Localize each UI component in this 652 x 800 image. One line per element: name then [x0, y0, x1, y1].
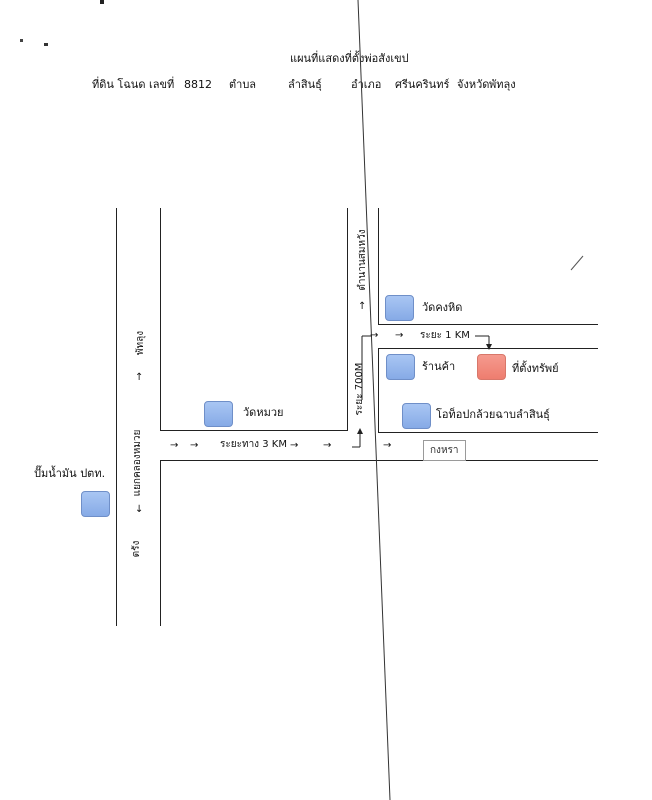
district-value: ศรีนครินทร์: [395, 78, 450, 91]
road-label-khlong-muai: แยกคลองหมวย: [132, 429, 143, 497]
gas-station-label: ปั๊มน้ำมัน ปตท.: [34, 467, 106, 480]
province-value: พัทลุง: [489, 78, 516, 91]
deed-label: ที่ดิน โฉนด เลขที่: [92, 78, 175, 91]
arrow-down-icon: ↓: [135, 504, 144, 515]
arrow-right-icon: →: [170, 440, 179, 451]
deed-number: 8812: [184, 78, 212, 91]
map-title: แผนที่แสดงที่ตั้งพ่อสังเขป: [290, 52, 409, 65]
road-label-dist-1km: ระยะ 1 KM: [420, 330, 470, 341]
wat-muai-label: วัดหมวย: [243, 406, 284, 419]
arrow-right-icon: →: [190, 440, 199, 451]
arrow-up-icon: ↑: [135, 372, 144, 383]
district-label: อำเภอ: [351, 78, 382, 91]
shop-marker: [386, 354, 415, 380]
arrow-right-icon: →: [370, 330, 379, 341]
arrow-up-icon: ↑: [358, 301, 367, 312]
otop-marker: [402, 403, 431, 429]
property-label: ที่ตั้งทรัพย์: [512, 362, 559, 375]
arrow-right-icon: →: [290, 440, 299, 451]
wat-khongkhit-marker: [385, 295, 414, 321]
road-label-phatthalung: พัทลุง: [135, 330, 146, 356]
subdistrict-value: ลำสินธุ์: [288, 78, 322, 91]
arrow-right-icon: →: [395, 330, 404, 341]
shop-label: ร้านค้า: [422, 360, 456, 373]
otop-label: โอท็อปกล้วยฉาบลำสินธุ์: [436, 408, 550, 421]
property-marker: [477, 354, 506, 380]
gas-station-marker: [81, 491, 110, 517]
wat-khongkhit-label: วัดคงหิด: [422, 301, 463, 314]
province-label: จังหวัด: [457, 78, 490, 91]
wat-muai-marker: [204, 401, 233, 427]
road-label-tamnan: ตำนานสมหวัง: [357, 229, 368, 291]
road-label-dist-700: ระยะ 700M: [354, 362, 365, 416]
road-label-dist-3km: ระยะทาง 3 KM: [220, 439, 287, 450]
road-label-kongra: กงหรา: [423, 440, 466, 461]
arrow-right-icon: →: [383, 440, 392, 451]
arrow-right-icon: →: [323, 440, 332, 451]
road-label-trang: ตรัง: [131, 540, 142, 558]
subdistrict-label: ตำบล: [229, 78, 257, 91]
